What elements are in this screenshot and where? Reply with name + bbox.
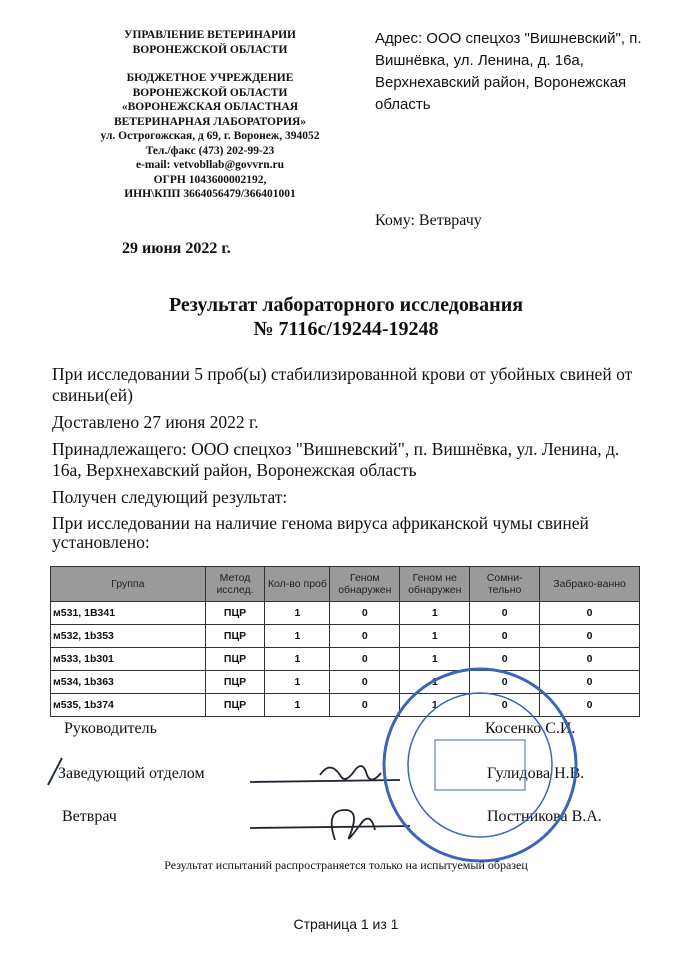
table-cell: м534, 1b363 [51, 671, 206, 694]
table-row [51, 602, 640, 625]
org-line: ОГРН 1043600002192, [153, 173, 267, 186]
body-paragraph: Доставлено 27 июня 2022 г. [52, 412, 259, 432]
table-cell: м535, 1b374 [51, 694, 206, 717]
table-cell: 0 [470, 648, 540, 671]
document-title [0, 293, 692, 341]
pen-mark [40, 750, 80, 790]
column-header: Кол-во проб [265, 567, 330, 602]
page-number: Страница 1 из 1 [293, 916, 399, 932]
table-cell: ПЦР [205, 602, 265, 625]
title-number: № 7116с/19244-19248 [253, 318, 439, 340]
signature-role: Заведующий отделом [58, 765, 205, 782]
body-paragraph: При исследовании на наличие генома вируса африканской чумы свиней установлено: [52, 513, 589, 552]
document-body [52, 364, 652, 558]
column-header: Метод исслед. [205, 567, 265, 602]
column-header: Геном обнаружен [330, 567, 400, 602]
table-cell: 0 [540, 602, 640, 625]
org-line: ВОРОНЕЖСКОЙ ОБЛАСТИ [132, 43, 288, 56]
footer-note: Результат испытаний распространяется только на испытуемый образец [164, 858, 528, 872]
table-cell: ПЦР [205, 625, 265, 648]
column-header: Геном не обнаружен [400, 567, 470, 602]
body-paragraph: Принадлежащего: ООО спецхоз "Вишневский", п. Вишнёвка, ул. Ленина, д. 16а, Верхнехавский район, Воронежская область [52, 439, 620, 480]
recipient: Кому: Ветврачу [375, 212, 482, 229]
org-line: ул. Острогожская, д 69, г. Воронеж, 394052 [100, 130, 320, 142]
table-cell: 0 [330, 625, 400, 648]
org-line: ВОРОНЕЖСКОЙ ОБЛАСТИ [132, 86, 288, 99]
org-line: Тел./факс (473) 202-99-23 [145, 144, 275, 157]
org-line: ИНН\КПП 3664056479/366401001 [124, 188, 296, 200]
table-cell: 0 [470, 602, 540, 625]
table-cell: 0 [470, 694, 540, 717]
table-cell: 0 [540, 648, 640, 671]
table-cell: 1 [265, 625, 330, 648]
column-header: Забрако-ванно [540, 567, 640, 602]
official-stamp [365, 665, 595, 865]
table-cell: 0 [330, 602, 400, 625]
table-cell: 0 [470, 625, 540, 648]
table-cell: м533, 1b301 [51, 648, 206, 671]
org-line: «ВОРОНЕЖСКАЯ ОБЛАСТНАЯ [121, 101, 299, 113]
org-line: ВЕТЕРИНАРНАЯ ЛАБОРАТОРИЯ» [113, 115, 307, 128]
table-cell: 0 [540, 694, 640, 717]
table-cell: 1 [400, 602, 470, 625]
signature-name: Гулидова Н.В. [487, 765, 585, 782]
signature-name: Косенко С.И. [485, 720, 576, 737]
table-cell: 0 [540, 625, 640, 648]
column-header: Группа [51, 567, 206, 602]
org-line: УПРАВЛЕНИЕ ВЕТЕРИНАРИИ [124, 29, 296, 41]
table-cell: м532, 1b353 [51, 625, 206, 648]
organization-header [60, 28, 360, 202]
table-cell: 0 [330, 694, 400, 717]
table-cell: 1 [400, 671, 470, 694]
table-cell: ПЦР [205, 648, 265, 671]
signature-role: Руководитель [64, 720, 157, 737]
table-cell: ПЦР [205, 694, 265, 717]
table-row [51, 625, 640, 648]
table-cell: м531, 1В341 [51, 602, 206, 625]
signature-name: Постникова В.А. [487, 808, 602, 825]
document-date: 29 июня 2022 г. [122, 240, 231, 257]
table-cell: 0 [470, 671, 540, 694]
table-cell: 1 [400, 648, 470, 671]
table-cell: 1 [265, 671, 330, 694]
table-cell: 0 [330, 648, 400, 671]
org-line: БЮДЖЕТНОЕ УЧРЕЖДЕНИЕ [126, 72, 294, 84]
column-header: Сомни-тельно [470, 567, 540, 602]
org-line: e-mail: vetvobllab@govvrn.ru [135, 159, 285, 171]
table-cell: ПЦР [205, 671, 265, 694]
recipient-address: Адрес: ООО спецхоз "Вишневский", п. Вишнёвка, ул. Ленина, д. 16а, Верхнехавский район, Воронежская область [375, 30, 642, 113]
table-cell: 1 [265, 648, 330, 671]
table-cell: 1 [400, 694, 470, 717]
signature-role: Ветврач [62, 808, 117, 825]
table-cell: 1 [265, 602, 330, 625]
table-cell: 1 [265, 694, 330, 717]
body-paragraph: Получен следующий результат: [52, 487, 288, 507]
title-line: Результат лабораторного исследования [168, 294, 524, 316]
table-cell: 0 [330, 671, 400, 694]
table-cell: 1 [400, 625, 470, 648]
body-paragraph: При исследовании 5 проб(ы) стабилизированной крови от убойных свиней от свиньи(ей) [52, 364, 633, 405]
table-cell: 0 [540, 671, 640, 694]
